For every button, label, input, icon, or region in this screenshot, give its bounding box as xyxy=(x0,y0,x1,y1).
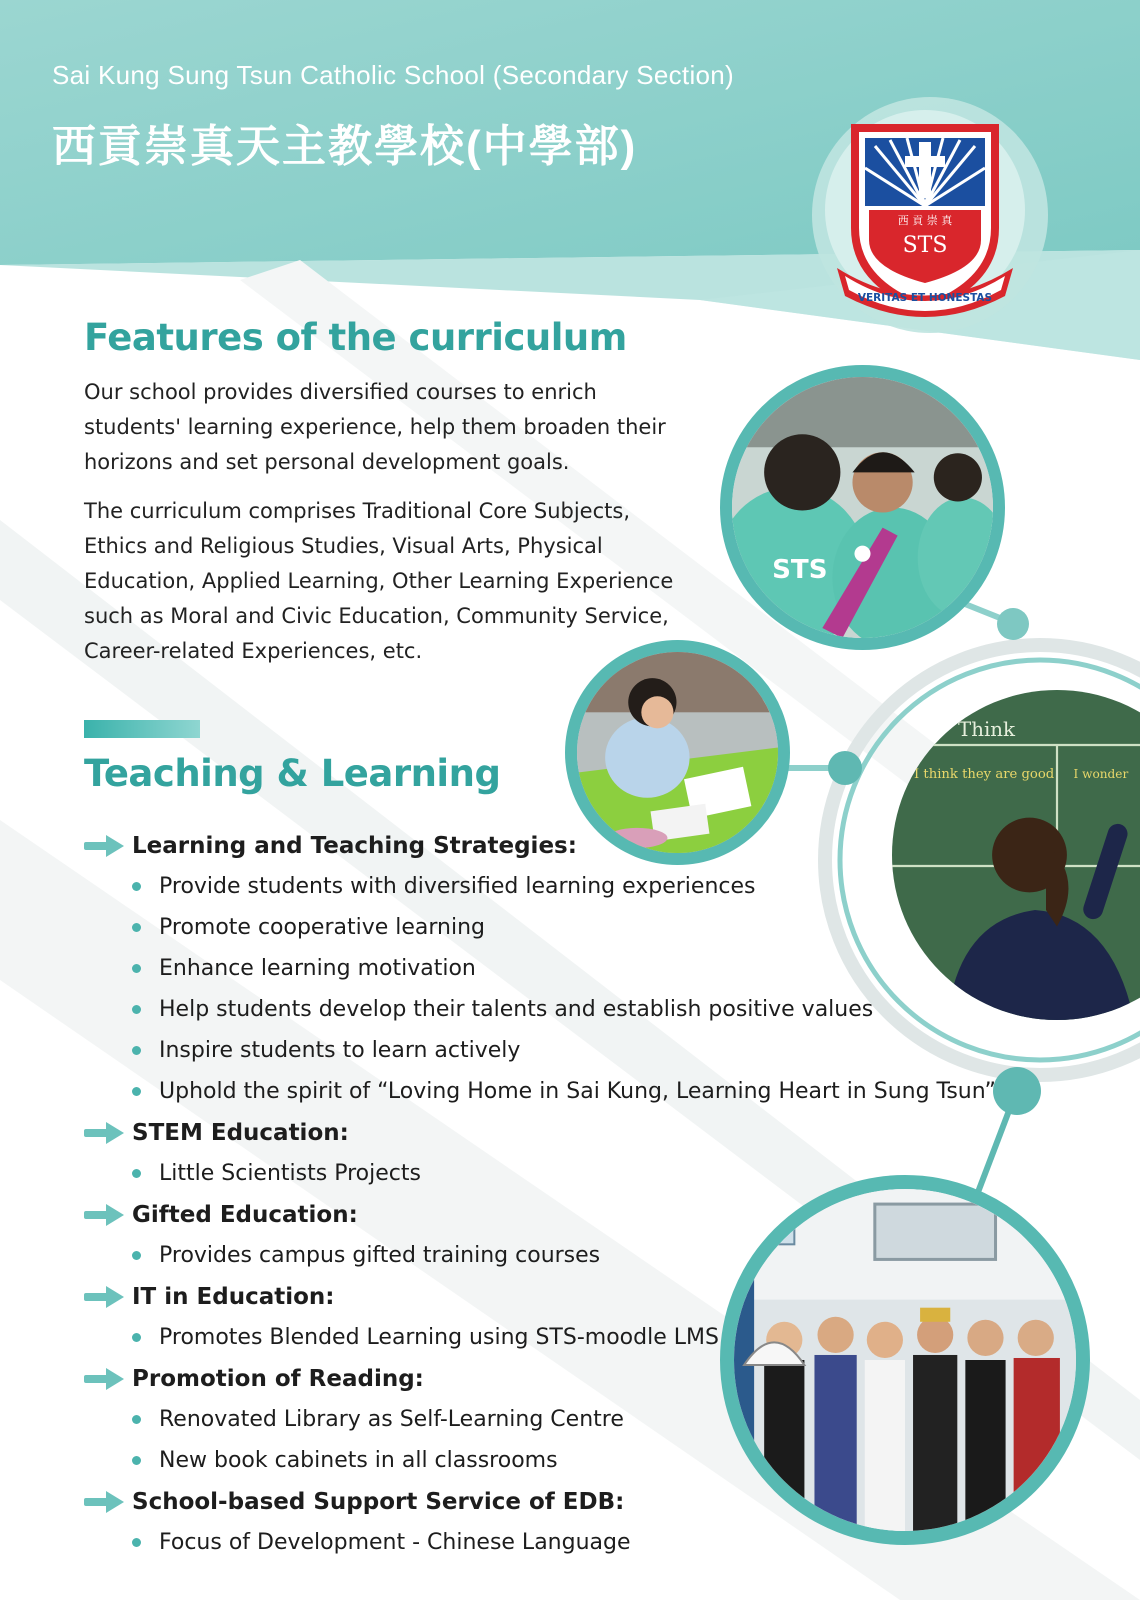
blackboard-word: Think xyxy=(958,718,1016,742)
list-item-text: Renovated Library as Self-Learning Centre xyxy=(159,1407,624,1432)
school-name-chinese: 西貢崇真天主教學校(中學部) xyxy=(52,122,638,171)
right-arrow-icon xyxy=(84,1204,124,1226)
crest-initials: STS xyxy=(902,233,948,258)
section-heading-text: Promotion of Reading: xyxy=(132,1365,424,1392)
list-item xyxy=(84,1071,1044,1112)
list-item-text: Provides campus gifted training courses xyxy=(159,1243,601,1268)
list-item-text: Uphold the spirit of “Loving Home in Sai Kung, Learning Heart in Sung Tsun” xyxy=(159,1079,996,1104)
bullet-dot-icon xyxy=(132,1415,141,1424)
bullet-dot-icon xyxy=(132,964,141,973)
features-paragraph-1: Our school provides diversified courses to enrich students' learning experience, help them broaden their horizons and set personal development goals. xyxy=(84,380,666,474)
list-item-text: Provide students with diversified learning experiences xyxy=(159,874,756,899)
photo-students-stem xyxy=(720,365,1005,650)
section-divider-bar xyxy=(84,720,200,738)
photo-students-costumes xyxy=(720,1175,1090,1545)
connector-node xyxy=(997,608,1029,640)
list-item-text: Little Scientists Projects xyxy=(159,1161,421,1186)
list-item xyxy=(84,948,1044,989)
section-heading-text: IT in Education: xyxy=(132,1283,335,1310)
list-item-text: Inspire students to learn actively xyxy=(159,1038,521,1063)
connector-node xyxy=(828,751,862,785)
right-arrow-icon xyxy=(84,835,124,857)
blackboard-word: I wonder xyxy=(1073,767,1129,781)
bullet-dot-icon xyxy=(132,882,141,891)
bullet-dot-icon xyxy=(132,1538,141,1547)
bullet-dot-icon xyxy=(132,1087,141,1096)
bullet-dot-icon xyxy=(132,1169,141,1178)
section-heading-text: Gifted Education: xyxy=(132,1201,358,1228)
teaching-title: Teaching & Learning xyxy=(84,752,501,795)
crest-motto: VERITAS ET HONESTAS xyxy=(857,292,993,304)
right-arrow-icon xyxy=(84,1368,124,1390)
section-heading xyxy=(84,1112,1044,1153)
bullet-dot-icon xyxy=(132,1005,141,1014)
list-item-text: Focus of Development - Chinese Language xyxy=(159,1530,631,1555)
list-item-text: Help students develop their talents and establish positive values xyxy=(159,997,874,1022)
photo-student-writing xyxy=(565,640,790,865)
list-item-text: New book cabinets in all classrooms xyxy=(159,1448,558,1473)
bullet-dot-icon xyxy=(132,1456,141,1465)
crest-chinese-name: 西 貢 崇 真 xyxy=(897,214,953,227)
list-item-text: Enhance learning motivation xyxy=(159,956,476,981)
bullet-dot-icon xyxy=(132,923,141,932)
right-arrow-icon xyxy=(84,1491,124,1513)
right-arrow-icon xyxy=(84,1286,124,1308)
classroom-label: S3 xyxy=(762,1226,779,1242)
list-item xyxy=(84,907,1044,948)
list-item xyxy=(84,989,1044,1030)
features-title: Features of the curriculum xyxy=(84,316,627,359)
blackboard-word: I think they are good xyxy=(914,767,1055,782)
list-item xyxy=(84,1030,1044,1071)
shirt-label: STS xyxy=(772,554,828,585)
school-crest-logo xyxy=(835,118,1015,318)
bullet-dot-icon xyxy=(132,1046,141,1055)
features-paragraph-2: The curriculum comprises Traditional Core Subjects, Ethics and Religious Studies, Visual Arts, Physical Education, Applied Learning, Other Learning Experience such as Moral and Civic Education, Community Service, Career-related Experiences, etc. xyxy=(84,499,674,663)
section-heading-text: Learning and Teaching Strategies: xyxy=(132,832,577,859)
list-item-text: Promote cooperative learning xyxy=(159,915,486,940)
right-arrow-icon xyxy=(84,1122,124,1144)
section-heading-text: STEM Education: xyxy=(132,1119,349,1146)
school-name-english: Sai Kung Sung Tsun Catholic School (Secondary Section) xyxy=(52,60,735,90)
section-heading-text: School-based Support Service of EDB: xyxy=(132,1488,625,1515)
bullet-dot-icon xyxy=(132,1251,141,1260)
list-item-text: Promotes Blended Learning using STS-moodle LMS xyxy=(159,1325,719,1350)
bullet-dot-icon xyxy=(132,1333,141,1342)
